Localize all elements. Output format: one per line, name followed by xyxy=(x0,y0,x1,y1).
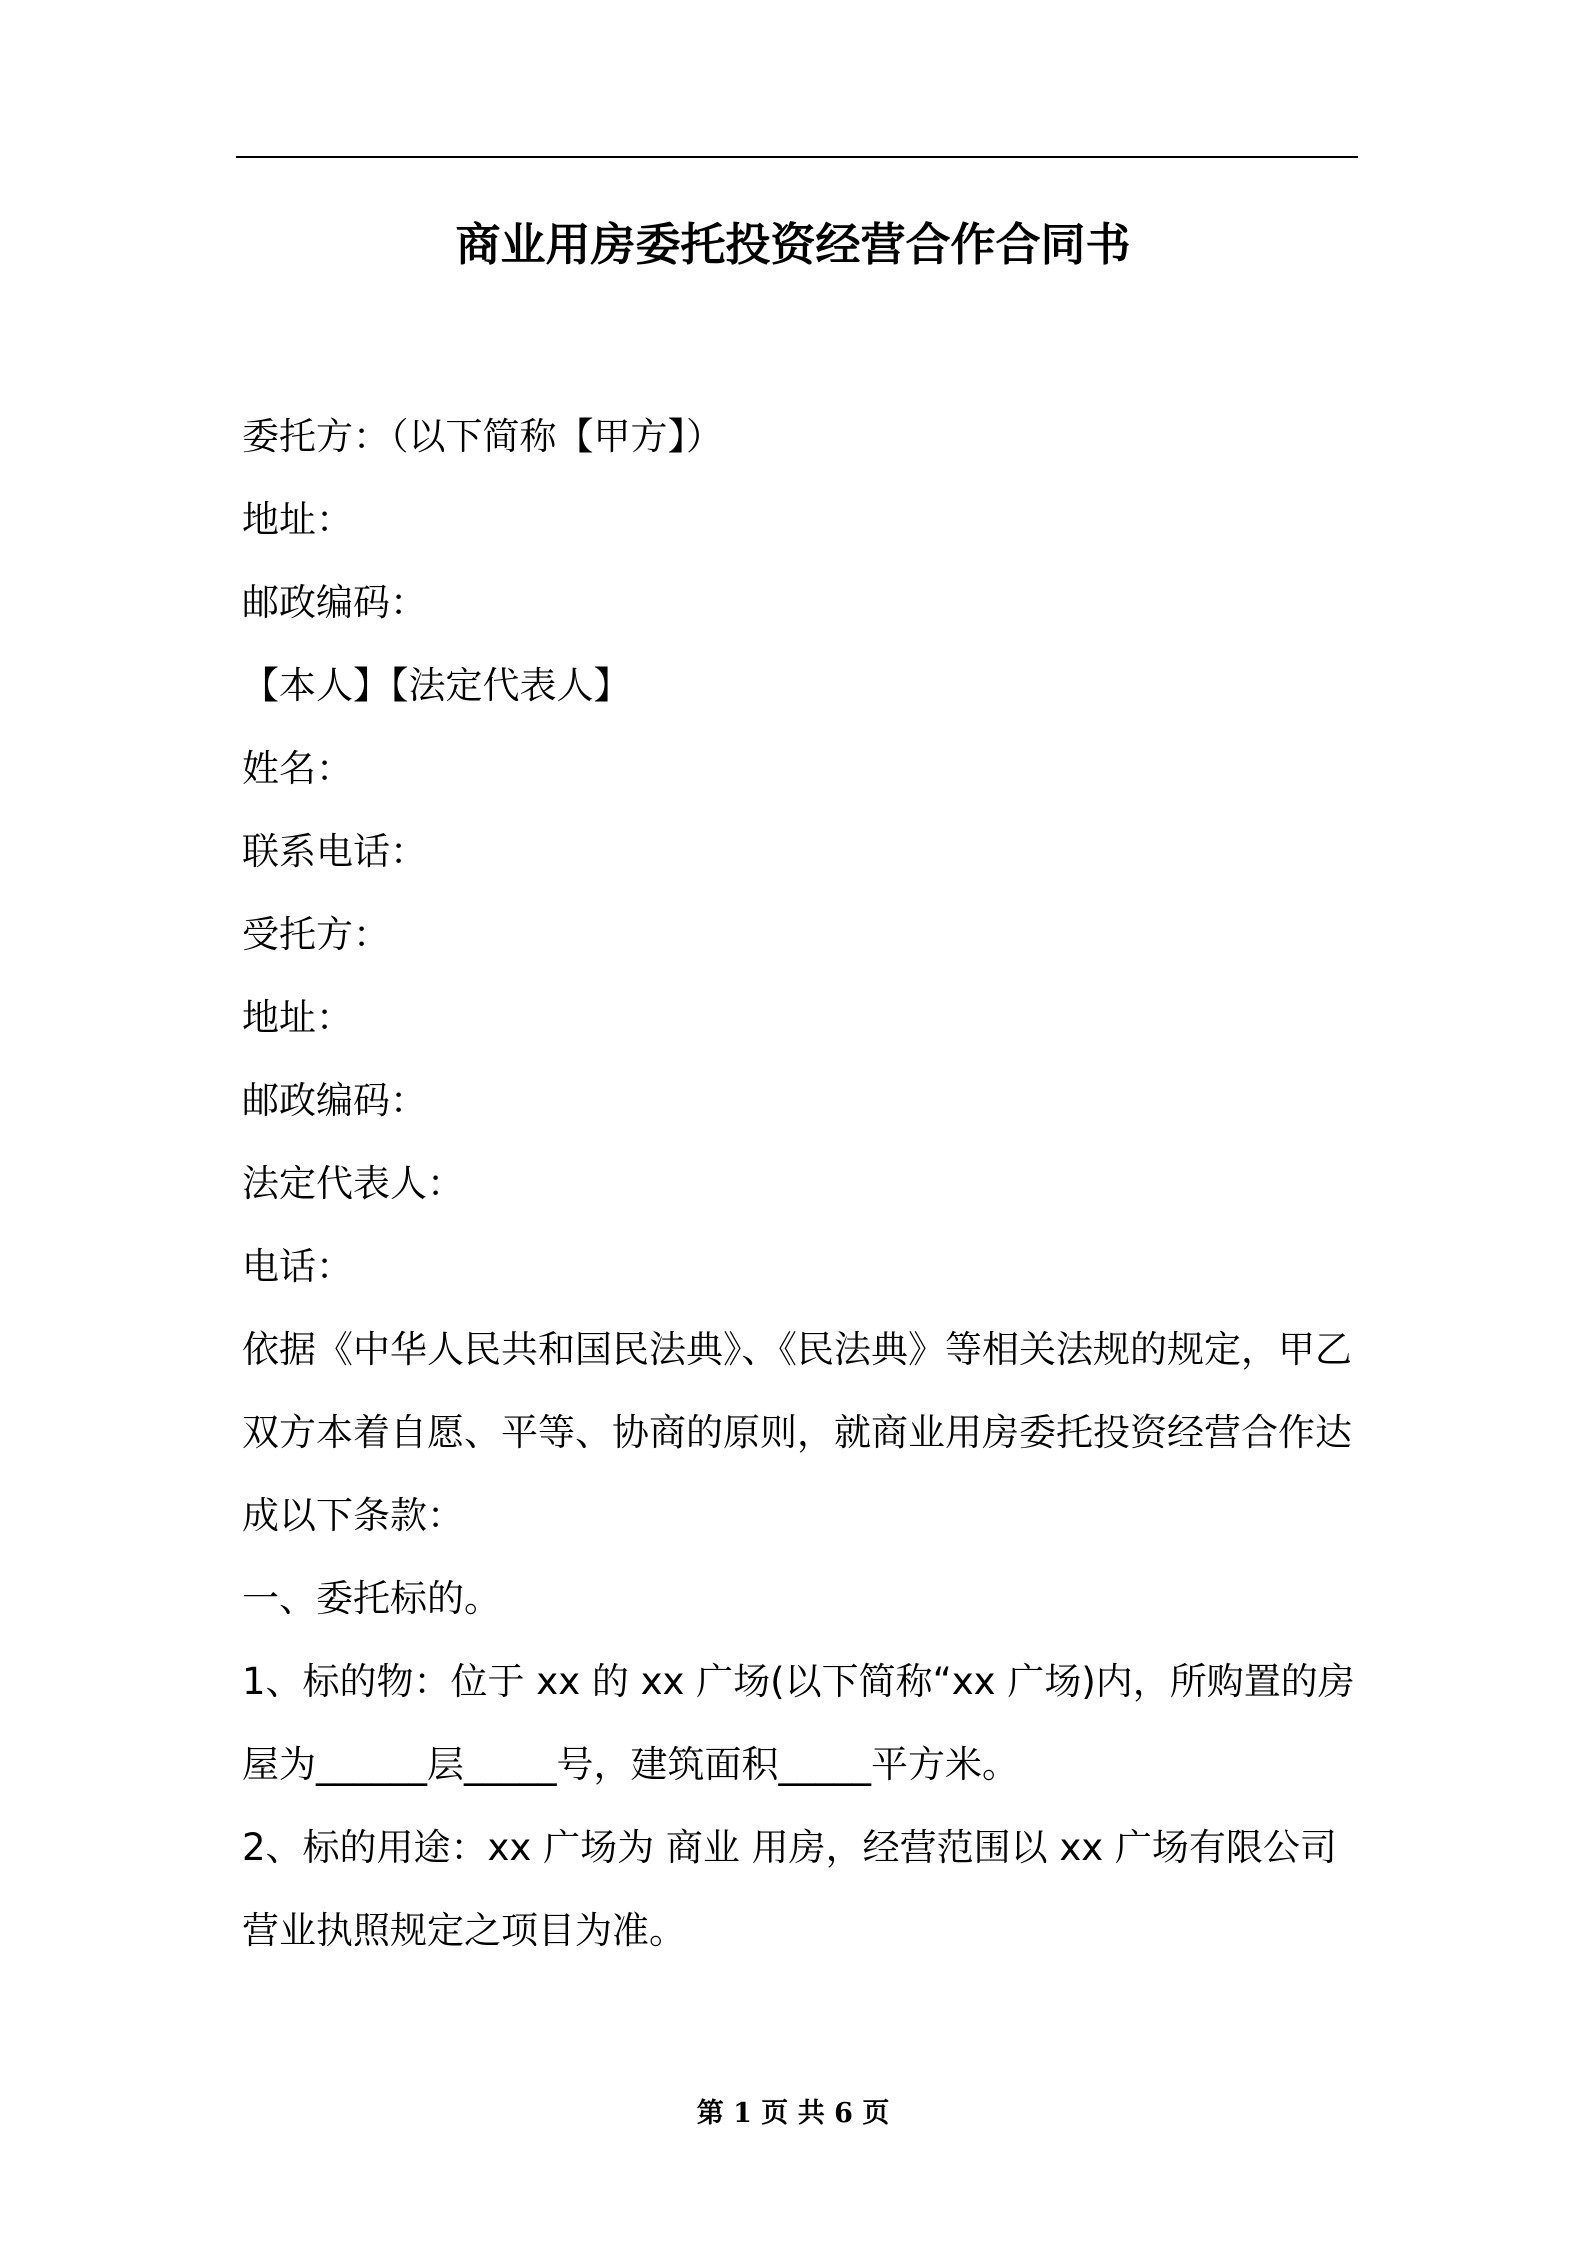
agent-address-line: 地址： xyxy=(242,996,353,1039)
footer-middle: 页 共 xyxy=(761,2098,825,2129)
principal-phone-line: 联系电话： xyxy=(242,830,427,873)
footer-current-page: 1 xyxy=(733,2098,752,2129)
preamble-line-1: 依据《中华人民共和国民法典》、《民法典》等相关法规的规定，甲乙 xyxy=(242,1328,1352,1371)
clause-1-line-1: 1、标的物：位于 xx 的 xx 广场(以下简称“xx 广场)内，所购置的房 xyxy=(242,1660,1355,1703)
agent-postcode-line: 邮政编码： xyxy=(242,1079,427,1122)
document-title: 商业用房委托投资经营合作合同书 xyxy=(455,218,1131,271)
agent-party-line: 受托方： xyxy=(242,913,390,956)
header-rule xyxy=(236,156,1358,158)
footer-suffix: 页 xyxy=(862,2098,890,2129)
principal-postcode-line: 邮政编码： xyxy=(242,581,427,624)
preamble-line-3: 成以下条款： xyxy=(242,1494,464,1537)
principal-name-line: 姓名： xyxy=(242,747,353,790)
preamble-line-2: 双方本着自愿、平等、协商的原则，就商业用房委托投资经营合作达 xyxy=(242,1411,1352,1454)
clause-1-line-2: 屋为______层_____号，建筑面积_____平方米。 xyxy=(242,1743,1019,1786)
footer-prefix: 第 xyxy=(696,2098,724,2129)
page-footer xyxy=(0,2094,1586,2134)
principal-address-line: 地址： xyxy=(242,498,353,541)
representative-type-line: 【本人】【法定代表人】 xyxy=(242,664,631,707)
agent-phone-line: 电话： xyxy=(242,1245,353,1288)
clause-2-line-2: 营业执照规定之项目为准。 xyxy=(242,1909,686,1952)
section-heading: 一、委托标的。 xyxy=(242,1577,501,1620)
clause-2-line-1: 2、标的用途：xx 广场为 商业 用房，经营范围以 xx 广场有限公司 xyxy=(242,1826,1337,1869)
footer-total-pages: 6 xyxy=(834,2098,853,2129)
agent-legal-rep-line: 法定代表人： xyxy=(242,1162,464,1205)
principal-party-line: 委托方：（以下简称【甲方】） xyxy=(242,415,723,458)
